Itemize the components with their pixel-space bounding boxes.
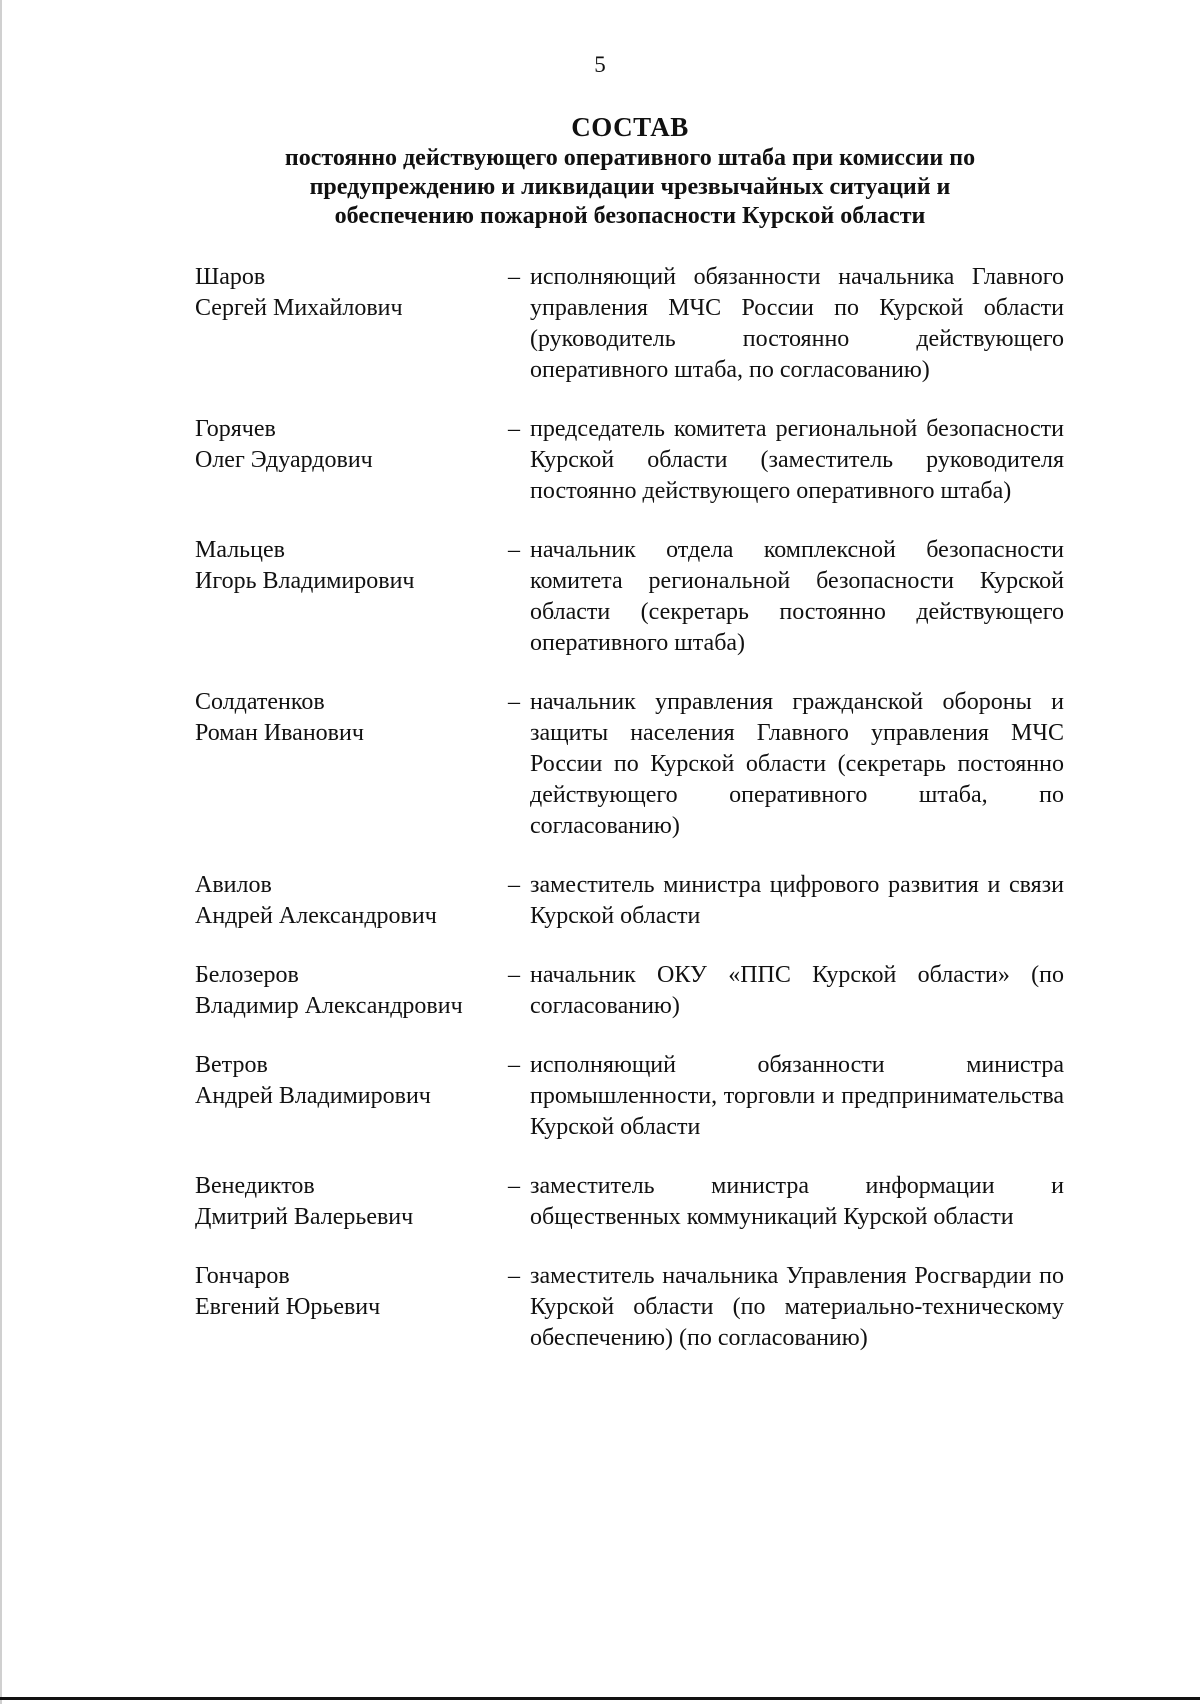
document-heading — [0, 110, 1200, 231]
member-position: заместитель министра информации и общественных коммуникаций Курской области — [530, 1173, 1064, 1230]
member-given-names: Андрей Александрович — [195, 903, 437, 929]
member-name — [195, 414, 505, 476]
member-given-names: Роман Иванович — [195, 720, 364, 746]
member-entry — [0, 1050, 1200, 1143]
member-name — [195, 262, 505, 324]
dash-separator: – — [508, 872, 520, 898]
member-surname: Белозеров — [195, 962, 299, 988]
member-position: заместитель министра цифрового развития и связи Курской области — [530, 872, 1064, 929]
dash-separator: – — [508, 416, 520, 442]
member-position: начальник отдела комплексной безопасности комитета региональной безопасности Курской области (секретарь постоянно действующего оперативного штаба) — [530, 537, 1064, 656]
member-entry — [0, 870, 1200, 932]
member-name — [195, 1171, 505, 1233]
member-given-names: Владимир Александрович — [195, 993, 463, 1019]
document-subtitle-line: постоянно действующего оперативного штаба при комиссии по — [284, 145, 976, 171]
dash-separator: – — [508, 1263, 520, 1289]
member-entry — [0, 1171, 1200, 1233]
dash-separator: – — [508, 1173, 520, 1199]
member-name — [195, 870, 505, 932]
dash-separator: – — [508, 264, 520, 290]
member-surname: Мальцев — [195, 537, 285, 563]
member-position: начальник ОКУ «ППС Курской области» (по согласованию) — [530, 962, 1064, 1019]
member-given-names: Дмитрий Валерьевич — [195, 1204, 414, 1230]
member-position: исполняющий обязанности начальника Главного управления МЧС России по Курской области (руководитель постоянно действующего оперативного штаба, по согласованию) — [530, 264, 1064, 383]
member-name — [195, 687, 505, 749]
member-position: председатель комитета региональной безопасности Курской области (заместитель руководителя постоянно действующего оперативного штаба) — [530, 416, 1064, 504]
scan-bottom-edge — [0, 1697, 1200, 1700]
member-entry — [0, 262, 1200, 386]
dash-separator: – — [508, 537, 520, 563]
member-name — [195, 1261, 505, 1323]
member-entry — [0, 687, 1200, 842]
member-entry — [0, 414, 1200, 507]
member-surname: Горячев — [195, 416, 276, 442]
dash-separator: – — [508, 689, 520, 715]
member-surname: Гончаров — [195, 1263, 290, 1289]
member-position: начальник управления гражданской обороны и защиты населения Главного управления МЧС России по Курской области (секретарь постоянно действующего оперативного штаба, по согласованию) — [530, 689, 1064, 839]
member-surname: Шаров — [195, 264, 266, 290]
member-entry — [0, 960, 1200, 1022]
member-surname: Авилов — [195, 872, 272, 898]
document-title: СОСТАВ — [571, 112, 689, 142]
member-position: заместитель начальника Управления Росгвардии по Курской области (по материально-техническому обеспечению) (по согласованию) — [530, 1263, 1064, 1351]
member-surname: Ветров — [195, 1052, 268, 1078]
dash-separator: – — [508, 1052, 520, 1078]
member-position: исполняющий обязанности министра промышленности, торговли и предпринимательства Курской области — [530, 1052, 1064, 1140]
page-number: 5 — [594, 52, 606, 77]
member-given-names: Олег Эдуардович — [195, 447, 373, 473]
dash-separator: – — [508, 962, 520, 988]
member-given-names: Игорь Владимирович — [195, 568, 415, 594]
member-name — [195, 535, 505, 597]
member-name — [195, 960, 505, 1022]
member-surname: Солдатенков — [195, 689, 325, 715]
member-entry — [0, 535, 1200, 659]
member-name — [195, 1050, 505, 1112]
member-list — [0, 262, 1200, 1382]
member-given-names: Евгений Юрьевич — [195, 1294, 381, 1320]
member-given-names: Андрей Владимирович — [195, 1083, 431, 1109]
document-subtitle-line: обеспечению пожарной безопасности Курской области — [334, 203, 926, 229]
document-subtitle-line: предупреждению и ликвидации чрезвычайных ситуаций и — [309, 174, 951, 200]
member-given-names: Сергей Михайлович — [195, 295, 403, 321]
member-entry — [0, 1261, 1200, 1354]
member-surname: Венедиктов — [195, 1173, 315, 1199]
